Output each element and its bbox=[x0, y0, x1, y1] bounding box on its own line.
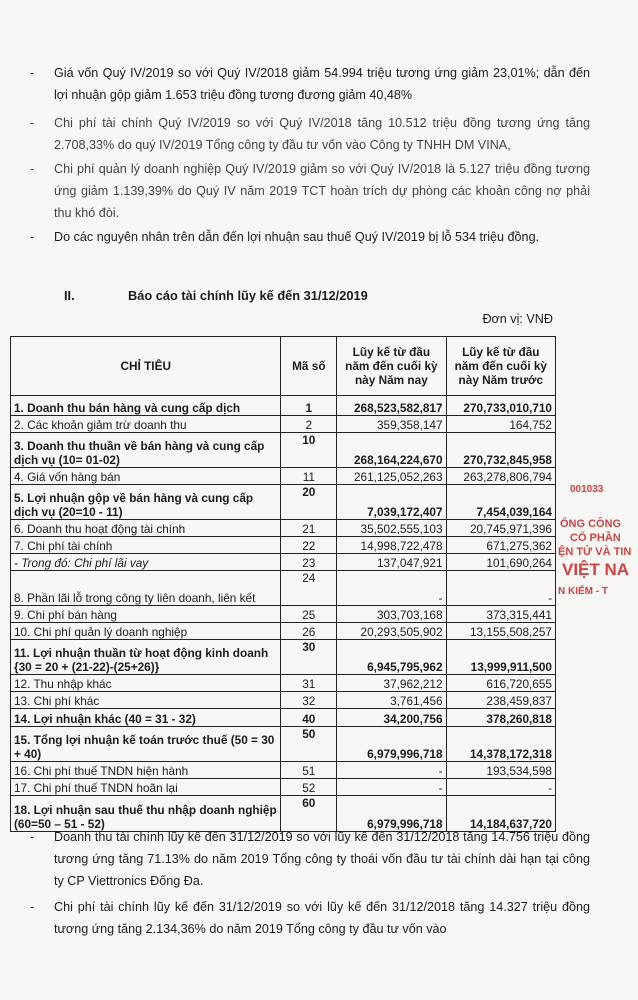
row-label: 9. Chi phí bán hàng bbox=[11, 606, 281, 623]
row-previous: 616,720,655 bbox=[446, 675, 555, 692]
seal-text: 001033 bbox=[570, 484, 604, 495]
row-label: 1. Doanh thu bán hàng và cung cấp dịch bbox=[11, 396, 281, 416]
table-row bbox=[11, 675, 556, 692]
row-previous: 20,745,971,396 bbox=[446, 520, 555, 537]
row-label: 2. Các khoản giảm trừ doanh thu bbox=[11, 416, 281, 433]
table-row bbox=[11, 709, 556, 727]
row-previous: 13,155,508,257 bbox=[446, 623, 555, 640]
table-row bbox=[11, 537, 556, 554]
table-row bbox=[11, 416, 556, 433]
row-code: 51 bbox=[281, 762, 337, 779]
row-code: 20 bbox=[281, 485, 337, 520]
row-code: 11 bbox=[281, 468, 337, 485]
row-previous: 270,733,010,710 bbox=[446, 396, 555, 416]
row-previous: 164,752 bbox=[446, 416, 555, 433]
bullet-text: Do các nguyên nhân trên dẫn đến lợi nhuận sau thuế Quý IV/2019 bị lỗ 534 triệu đồng. bbox=[54, 230, 540, 244]
row-previous: 14,378,172,318 bbox=[446, 727, 555, 762]
row-label: 4. Giá vốn hàng bán bbox=[11, 468, 281, 485]
row-label: 6. Doanh thu hoạt động tài chính bbox=[11, 520, 281, 537]
row-label: 3. Doanh thu thuần về bán hàng và cung cấp dịch vụ (10= 01-02) bbox=[11, 433, 281, 468]
row-code: 1 bbox=[281, 396, 337, 416]
row-label: 18. Lợi nhuận sau thuế thu nhập doanh nghiệp (60=50 – 51 - 52) bbox=[11, 796, 281, 832]
row-previous: - bbox=[446, 571, 555, 606]
row-label: 12. Thu nhập khác bbox=[11, 675, 281, 692]
row-label: 13. Chi phí khác bbox=[11, 692, 281, 709]
row-previous: 13,999,911,500 bbox=[446, 640, 555, 675]
table-row bbox=[11, 606, 556, 623]
row-current: - bbox=[337, 762, 446, 779]
row-previous: 671,275,362 bbox=[446, 537, 555, 554]
row-previous: - bbox=[446, 779, 555, 796]
table-row bbox=[11, 520, 556, 537]
row-current: 37,962,212 bbox=[337, 675, 446, 692]
row-current: 6,945,795,962 bbox=[337, 640, 446, 675]
row-current: 20,293,505,902 bbox=[337, 623, 446, 640]
row-previous: 101,690,264 bbox=[446, 554, 555, 571]
row-current: 14,998,722,478 bbox=[337, 537, 446, 554]
row-previous: 373,315,441 bbox=[446, 606, 555, 623]
row-current: 268,164,224,670 bbox=[337, 433, 446, 468]
row-previous: 378,260,818 bbox=[446, 709, 555, 727]
row-label: 11. Lợi nhuận thuần từ hoạt động kinh doanh {30 = 20 + (21-22)-(25+26)} bbox=[11, 640, 281, 675]
seal-text: VIỆT NA bbox=[562, 560, 630, 579]
table-row bbox=[11, 762, 556, 779]
seal-text: ỔNG CÔNG bbox=[560, 518, 622, 530]
row-current: 3,761,456 bbox=[337, 692, 446, 709]
section-title: Báo cáo tài chính lũy kế đến 31/12/2019 bbox=[128, 288, 368, 303]
row-current: 6,979,996,718 bbox=[337, 727, 446, 762]
bullet-text: Chi phí tài chính lũy kế đến 31/12/2019 so với lũy kế đến 31/12/2018 tăng 14.327 triệu đồng tương ứng tăng 2.134,36% do năm 2019 Tổng công ty đầu tư vốn vào bbox=[54, 900, 590, 936]
row-label: 8. Phần lãi lỗ trong công ty liên doanh, liên kết bbox=[11, 571, 281, 606]
company-seal bbox=[558, 480, 638, 610]
header-previous-year: Lũy kế từ đầu năm đến cuối kỳ này Năm trước bbox=[446, 337, 555, 396]
section-heading bbox=[64, 288, 368, 303]
bullet-item: - Do các nguyên nhân trên dẫn đến lợi nhuận sau thuế Quý IV/2019 bị lỗ 534 triệu đồng. bbox=[30, 226, 590, 248]
row-current: 6,979,996,718 bbox=[337, 796, 446, 832]
row-label: 10. Chi phí quản lý doanh nghiệp bbox=[11, 623, 281, 640]
table-row bbox=[11, 554, 556, 571]
table-row bbox=[11, 623, 556, 640]
row-current: 261,125,052,263 bbox=[337, 468, 446, 485]
row-current: 34,200,756 bbox=[337, 709, 446, 727]
row-current: 137,047,921 bbox=[337, 554, 446, 571]
row-current: - bbox=[337, 779, 446, 796]
table-row bbox=[11, 640, 556, 675]
row-code: 50 bbox=[281, 727, 337, 762]
seal-text: N KIẾM - T bbox=[558, 586, 608, 597]
row-previous: 238,459,837 bbox=[446, 692, 555, 709]
row-label: - Trong đó: Chi phí lãi vay bbox=[11, 554, 281, 571]
row-code: 40 bbox=[281, 709, 337, 727]
row-code: 23 bbox=[281, 554, 337, 571]
header-code: Mã số bbox=[281, 337, 337, 396]
row-code: 10 bbox=[281, 433, 337, 468]
row-previous: 14,184,637,720 bbox=[446, 796, 555, 832]
bullet-text: Chi phí tài chính Quý IV/2019 so với Quý IV/2018 tăng 10.512 triệu đồng tương ứng tăng 2.708,33% do quý IV/2019 Tổng công ty đầu tư vốn vào Công ty TNHH DM VINA, bbox=[54, 116, 590, 152]
row-label: 16. Chi phí thuế TNDN hiện hành bbox=[11, 762, 281, 779]
bullet-text: Giá vốn Quý IV/2019 so với Quý IV/2018 giảm 54.994 triệu tương ứng giảm 23,01%; dẫn đến lợi nhuận gộp giảm 1.653 triệu đồng tương đương giảm 40,48% bbox=[54, 66, 590, 102]
bullet-item: - Chi phí tài chính lũy kế đến 31/12/2019 so với lũy kế đến 31/12/2018 tăng 14.327 triệu đồng tương ứng tăng 2.134,36% do năm 2019 Tổng công ty đầu tư vốn vào bbox=[30, 896, 590, 940]
row-label: 14. Lợi nhuận khác (40 = 31 - 32) bbox=[11, 709, 281, 727]
top-bullet-list bbox=[30, 62, 590, 248]
row-current: - bbox=[337, 571, 446, 606]
row-code: 26 bbox=[281, 623, 337, 640]
row-code: 22 bbox=[281, 537, 337, 554]
table-row bbox=[11, 468, 556, 485]
row-current: 359,358,147 bbox=[337, 416, 446, 433]
row-code: 2 bbox=[281, 416, 337, 433]
table-header-row bbox=[11, 337, 556, 396]
financial-table bbox=[10, 336, 556, 832]
row-code: 60 bbox=[281, 796, 337, 832]
seal-text: ỆN TỬ VÀ TIN bbox=[558, 546, 632, 558]
bullet-item: - Giá vốn Quý IV/2019 so với Quý IV/2018 giảm 54.994 triệu tương ứng giảm 23,01%; dẫn đến lợi nhuận gộp giảm 1.653 triệu đồng tương đương giảm 40,48% bbox=[30, 62, 590, 106]
row-code: 21 bbox=[281, 520, 337, 537]
row-current: 35,502,555,103 bbox=[337, 520, 446, 537]
row-current: 268,523,582,817 bbox=[337, 396, 446, 416]
bullet-item: - Chi phí quản lý doanh nghiệp Quý IV/2019 giảm so với Quý IV/2018 là 5.127 triệu đồng tương ứng giảm 1.139,39% do Quý IV năm 2019 TCT hoàn trích dự phòng các khoản công nợ phải thu khó đòi. bbox=[30, 158, 590, 224]
row-previous: 193,534,598 bbox=[446, 762, 555, 779]
bullet-text: Doanh thu tài chính lũy kế đến 31/12/2019 so với lũy kế đến 31/12/2018 tăng 14.756 triệu đồng tương ứng tăng 71.13% do năm 2019 Tổng công ty thoái vốn đầu tư tài chính dài hạn tại công ty CP Viettronics Đống Đa. bbox=[54, 830, 590, 888]
table-row bbox=[11, 779, 556, 796]
bullet-item: - Doanh thu tài chính lũy kế đến 31/12/2019 so với lũy kế đến 31/12/2018 tăng 14.756 triệu đồng tương ứng tăng 71.13% do năm 2019 Tổng công ty thoái vốn đầu tư tài chính dài hạn tại công ty CP Viettronics Đống Đa. bbox=[30, 826, 590, 892]
section-number: II. bbox=[64, 288, 75, 303]
table-row bbox=[11, 485, 556, 520]
row-previous: 263,278,806,794 bbox=[446, 468, 555, 485]
table-row bbox=[11, 433, 556, 468]
row-current: 303,703,168 bbox=[337, 606, 446, 623]
row-code: 30 bbox=[281, 640, 337, 675]
bullet-item: - Chi phí tài chính Quý IV/2019 so với Quý IV/2018 tăng 10.512 triệu đồng tương ứng tăng 2.708,33% do quý IV/2019 Tổng công ty đầu tư vốn vào Công ty TNHH DM VINA, bbox=[30, 112, 590, 156]
row-label: 5. Lợi nhuận gộp về bán hàng và cung cấp dịch vụ (20=10 - 11) bbox=[11, 485, 281, 520]
row-code: 32 bbox=[281, 692, 337, 709]
header-indicator: CHỈ TIÊU bbox=[11, 337, 281, 396]
table-row bbox=[11, 727, 556, 762]
table-row bbox=[11, 396, 556, 416]
row-label: 7. Chi phí tài chính bbox=[11, 537, 281, 554]
row-code: 52 bbox=[281, 779, 337, 796]
currency-unit: Đơn vị: VNĐ bbox=[482, 312, 553, 326]
row-previous: 270,732,845,958 bbox=[446, 433, 555, 468]
row-code: 25 bbox=[281, 606, 337, 623]
row-code: 31 bbox=[281, 675, 337, 692]
bottom-bullet-list bbox=[30, 826, 590, 940]
header-current-year: Lũy kế từ đầu năm đến cuối kỳ này Năm nay bbox=[337, 337, 446, 396]
row-current: 7,039,172,407 bbox=[337, 485, 446, 520]
row-code: 24 bbox=[281, 571, 337, 606]
row-previous: 7,454,039,164 bbox=[446, 485, 555, 520]
seal-text: CỔ PHẦN bbox=[570, 532, 621, 544]
table-row bbox=[11, 571, 556, 606]
row-label: 15. Tổng lợi nhuận kế toán trước thuế (50 = 30 + 40) bbox=[11, 727, 281, 762]
bullet-text: Chi phí quản lý doanh nghiệp Quý IV/2019 giảm so với Quý IV/2018 là 5.127 triệu đồng tương ứng giảm 1.139,39% do Quý IV năm 2019 TCT hoàn trích dự phòng các khoản công nợ phải thu khó đòi. bbox=[54, 162, 590, 220]
table-row bbox=[11, 692, 556, 709]
row-label: 17. Chi phí thuế TNDN hoãn lại bbox=[11, 779, 281, 796]
